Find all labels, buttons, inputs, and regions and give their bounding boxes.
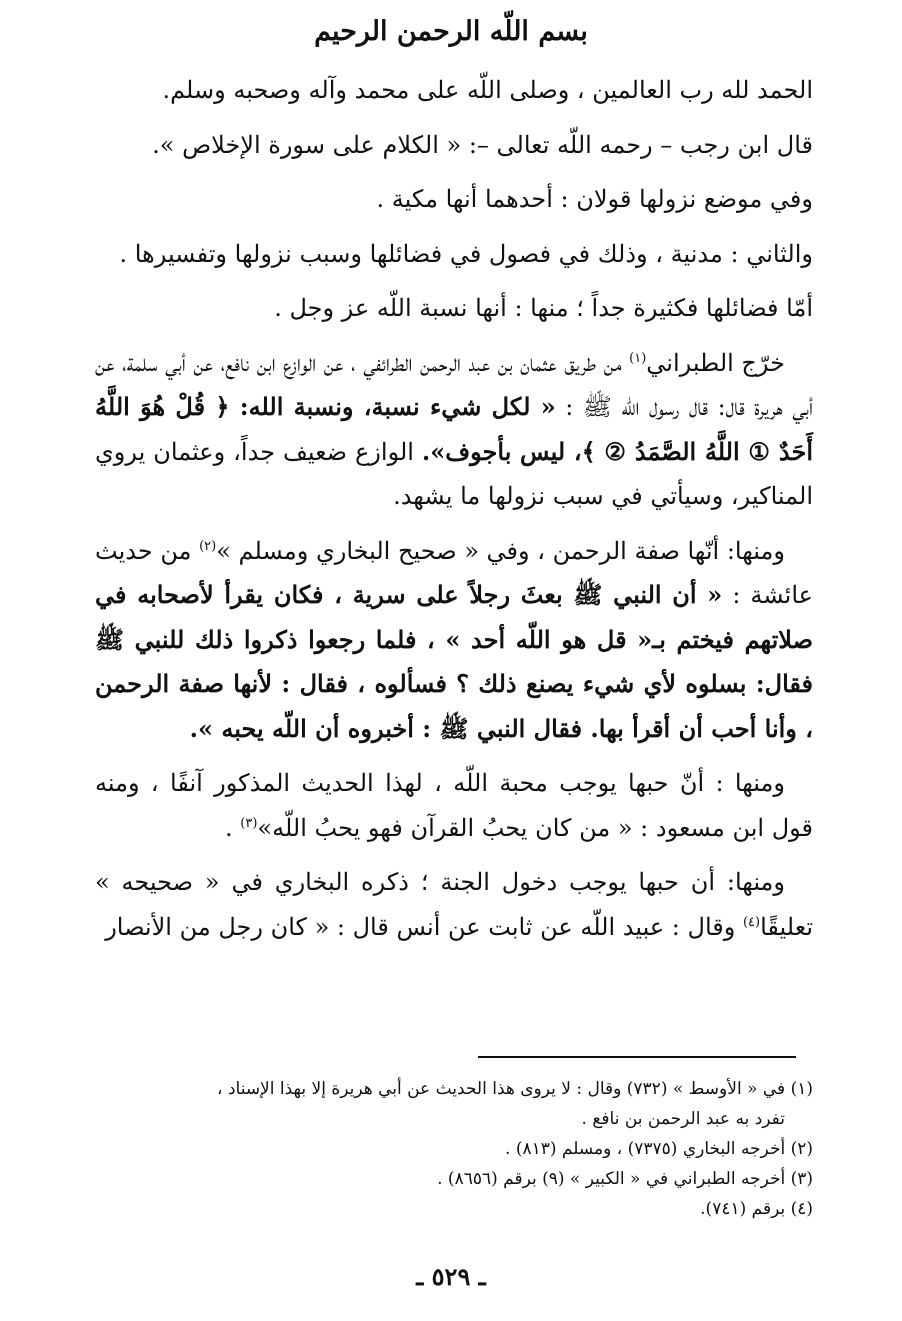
- p6-hadith-quote: « لكل شيء نسبة، ونسبة الله: ﴿ قُلْ هُوَ اللَّهُ أَحَدٌ ① اللَّهُ الصَّمَدُ ② ﴾، ليس بأجوف».: [95, 392, 813, 466]
- paragraph-5: أمّا فضائلها فكثيرة جداً ؛ منها : أنها نسبة اللّه عز وجل .: [274, 294, 813, 322]
- footnotes: [95, 1074, 813, 1224]
- footnote-3: (٣) أخرجه الطبراني في « الكبير » (٩) برقم (٨٦٥٦) .: [437, 1169, 813, 1189]
- paragraph-3: وفي موضع نزولها قولان : أحدهما أنها مكية .: [376, 185, 813, 213]
- footnote-1: (١) في « الأوسط » (٧٣٢) وقال : لا يروى هذا الحديث عن أبي هريرة إلا بهذا الإسناد ،: [217, 1079, 813, 1099]
- p9-text-2: وقال : عبيد اللّه عن ثابت عن أنس قال : « كان رجل من الأنصار: [105, 912, 743, 941]
- paragraph-7: [95, 529, 813, 752]
- footnote-ref-3: (٣): [240, 815, 258, 831]
- p7-hadith-quote: « أن النبي ﷺ بعثَ رجلاً على سرية ، فكان يقرأ لأصحابه في صلاتهم فيختم بـ« قل هو اللّه أحد » ، فلما رجعوا ذكروا ذلك للنبي ﷺ فقال: بسلوه لأي شيء يصنع ذلك ؟ فسألوه ، فقال : لأنها صفة الرحمن ، وأنا أحب أن أقرأ بها. فقال النبي ﷺ : أخبروه أن اللّه يحبه ».: [95, 580, 813, 743]
- page-number: ـ ٥٢٩ ـ: [416, 1262, 486, 1291]
- p7-text-2: من حديث عائشة :: [95, 536, 813, 609]
- paragraph-1: الحمد لله رب العالمين ، وصلى اللّه على محمد وآله وصحبه وسلم.: [162, 76, 813, 104]
- paragraph-9: [95, 860, 813, 949]
- basmala-heading: بسم اللّه الرحمن الرحيم: [314, 16, 588, 47]
- p8-text-2: .: [225, 813, 241, 842]
- footnote-ref-2: (٢): [199, 538, 217, 554]
- p6-text-2: من طريق عثمان بن عبد الرحمن الطرائفي ، عن الوازع ابن نافع، عن أبي سلمة، عن أبي هريرة قال: قال رسول اللّه ﷺ :: [94, 348, 813, 421]
- paragraph-4: والثاني : مدنية ، وذلك في فصول في فضائلها وسبب نزولها وتفسيرها .: [119, 239, 813, 268]
- footnote-4: (٤) برقم (٧٤١).: [700, 1199, 813, 1219]
- p7-text-1: ومنها: أنّها صفة الرحمن ، وفي « صحيح البخاري ومسلم »: [216, 536, 785, 565]
- paragraph-6: [95, 341, 813, 519]
- footnote-divider: [478, 1056, 796, 1058]
- footnote-ref-4: (٤): [742, 914, 761, 930]
- main-text: [95, 68, 813, 959]
- p6-text-1: خرّج الطبراني: [646, 348, 785, 377]
- p9-text-1: ومنها: أن حبها يوجب دخول الجنة ؛ ذكره البخاري في « صحيحه » تعليقًا: [95, 868, 813, 941]
- p6-text-3: الوازع ضعيف جداً، وعثمان يروي المناكير، وسيأتي في سبب نزولها ما يشهد.: [95, 437, 813, 510]
- paragraph-8: [95, 761, 813, 850]
- footnote-1-continued: تفرد به عبد الرحمن بن نافع .: [581, 1109, 785, 1129]
- footnote-ref-1: (١): [629, 350, 647, 366]
- footnote-2: (٢) أخرجه البخاري (٧٣٧٥) ، ومسلم (٨١٣) .: [505, 1139, 813, 1159]
- paragraph-2: قال ابن رجب – رحمه اللّه تعالى –: « الكلام على سورة الإخلاص ».: [152, 130, 813, 159]
- p8-text-1: ومنها : أنّ حبها يوجب محبة اللّه ، لهذا الحديث المذكور آنفًا ، ومنه قول ابن مسعود : « من كان يحبُ القرآن فهو يحبُ اللّه»: [95, 769, 813, 842]
